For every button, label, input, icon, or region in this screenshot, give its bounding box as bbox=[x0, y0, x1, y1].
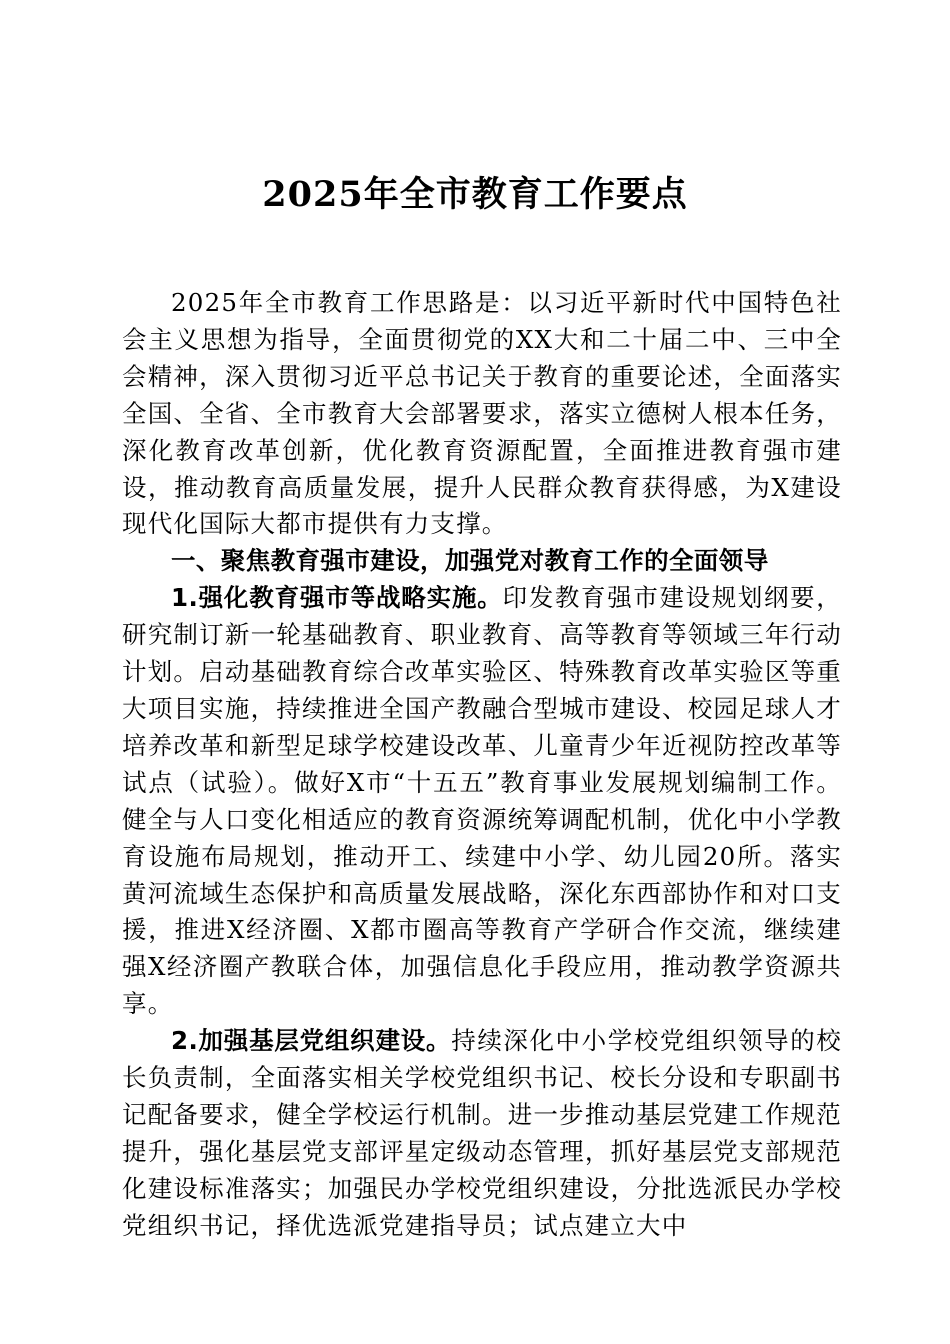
document-body bbox=[122, 285, 842, 1245]
item-lead-2: 2.加强基层党组织建设。 bbox=[171, 1026, 452, 1056]
item-text-2: 持续深化中小学校党组织领导的校长负责制，全面落实相关学校党组织书记、校长分设和专职副书记配备要求，健全学校运行机制。进一步推动基层党建工作规范提升，强化基层党支部评星定级动态管理，抓好基层党支部规范化建设标准落实；加强民办学校党组织建设，分批选派民办学校党组织书记，择优选派党建指导员；试点建立大中 bbox=[122, 1026, 842, 1240]
section-heading: 一、聚焦教育强市建设，加强党对教育工作的全面领导 bbox=[171, 546, 769, 576]
intro-paragraph: 2025年全市教育工作思路是：以习近平新时代中国特色社会主义思想为指导，全面贯彻党的XX大和二十届二中、三中全会精神，深入贯彻习近平总书记关于教育的重要论述，全面落实全国、全省、全市教育大会部署要求，落实立德树人根本任务，深化教育改革创新，优化教育资源配置，全面推进教育强市建设，推动教育高质量发展，提升人民群众教育获得感，为X建设现代化国际大都市提供有力支撑。 bbox=[122, 288, 842, 539]
item-paragraph-1 bbox=[122, 580, 842, 1023]
item-paragraph-2 bbox=[122, 1023, 842, 1244]
item-lead-1: 1.强化教育强市等战略实施。 bbox=[171, 583, 503, 613]
document-title: 2025年全市教育工作要点 bbox=[262, 174, 688, 215]
item-text-1: 印发教育强市建设规划纲要，研究制订新一轮基础教育、职业教育、高等教育等领域三年行动计划。启动基础教育综合改革实验区、特殊教育改革实验区等重大项目实施，持续推进全国产教融合型城市建设、校园足球人才培养改革和新型足球学校建设改革、儿童青少年近视防控改革等试点（试验）。做好X市“十五五”教育事业发展规划编制工作。健全与人口变化相适应的教育资源统筹调配机制，优化中小学教育设施布局规划，推动开工、续建中小学、幼儿园20所。落实黄河流域生态保护和高质量发展战略，深化东西部协作和对口支援，推进X经济圈、X都市圈高等教育产学研合作交流，继续建强X经济圈产教联合体，加强信息化手段应用，推动教学资源共享。 bbox=[122, 583, 842, 1019]
